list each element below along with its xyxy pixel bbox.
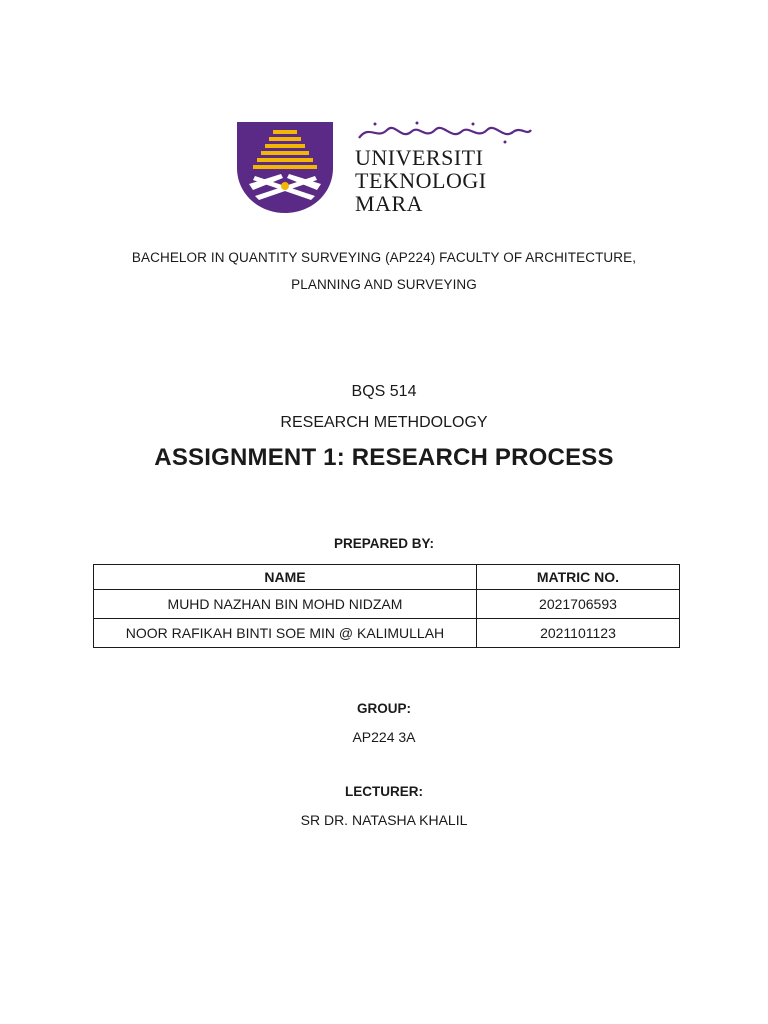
lecturer-label: LECTURER: (345, 784, 423, 799)
member-matric: 2021101123 (476, 619, 679, 648)
group-label: GROUP: (357, 701, 411, 716)
group-value: AP224 3A (352, 729, 416, 745)
member-matric: 2021706593 (476, 590, 679, 619)
uitm-shield-icon (235, 120, 335, 215)
course-name: RESEARCH METHDOLOGY (280, 414, 488, 431)
logo-word-2: TEKNOLOGI (355, 168, 487, 193)
table-row (94, 590, 680, 619)
table-row (94, 619, 680, 648)
assignment-title: ASSIGNMENT 1: RESEARCH PROCESS (154, 444, 614, 471)
header-matric: MATRIC NO. (476, 565, 679, 590)
faculty-line-1: BACHELOR IN QUANTITY SURVEYING (AP224) FACULTY OF ARCHITECTURE, (131, 250, 637, 265)
member-name: MUHD NAZHAN BIN MOHD NIDZAM (94, 590, 477, 619)
table-header-row (94, 565, 680, 590)
logo-wordmark (355, 146, 535, 215)
logo-word-3: MARA (355, 191, 424, 216)
course-code: BQS 514 (351, 383, 417, 400)
jawi-script-icon (355, 120, 535, 144)
member-name: NOOR RAFIKAH BINTI SOE MIN @ KALIMULLAH (94, 619, 477, 648)
faculty-line-2: PLANNING AND SURVEYING (291, 277, 477, 292)
header-name: NAME (94, 565, 477, 590)
jawi-script (355, 120, 535, 144)
members-table (93, 564, 680, 648)
university-logo (235, 120, 535, 215)
lecturer-value: SR DR. NATASHA KHALIL (300, 812, 468, 828)
prepared-by-label: PREPARED BY: (333, 536, 434, 551)
logo-word-1: UNIVERSITI (355, 145, 484, 170)
